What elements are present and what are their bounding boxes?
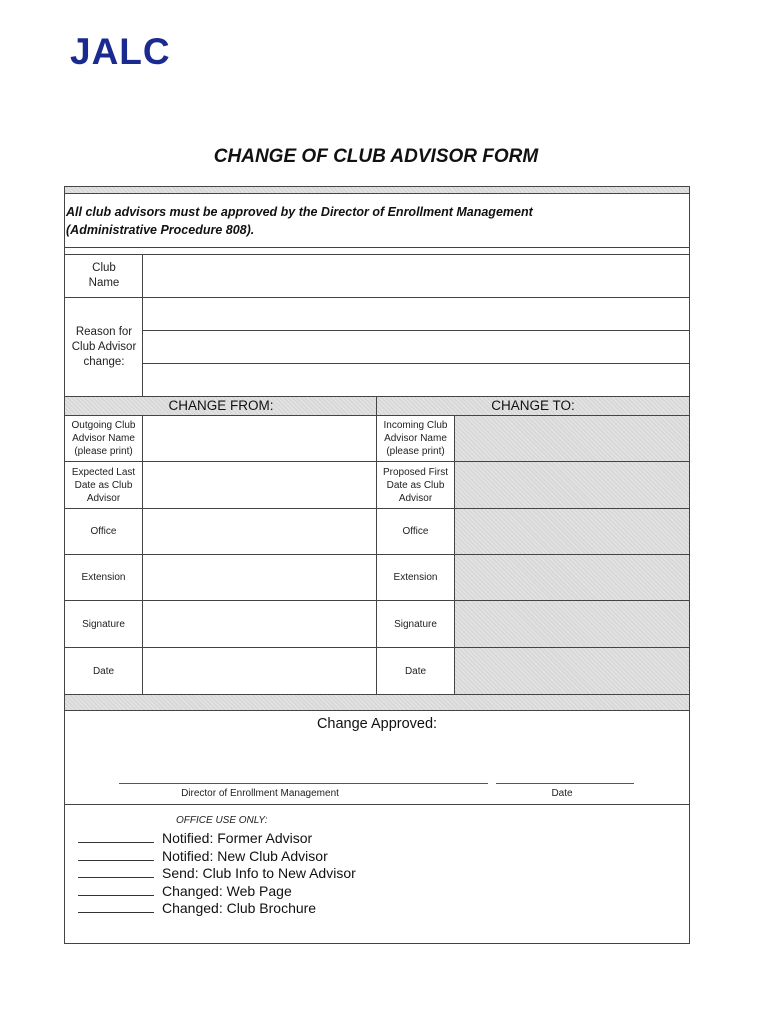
from-extension-label: Extension — [81, 572, 126, 583]
checkbox-line[interactable] — [78, 884, 154, 896]
to-extension-field[interactable] — [455, 555, 689, 600]
notice-line-1: All club advisors must be approved by the Director of Enrollment Management — [66, 205, 533, 219]
change-approved-heading: Change Approved: — [316, 716, 438, 732]
to-office-field[interactable] — [455, 509, 689, 554]
checkbox-line[interactable] — [78, 849, 154, 861]
from-office-field[interactable] — [143, 509, 376, 554]
to-signature-field[interactable] — [455, 601, 689, 647]
club-name-label: Club Name — [88, 262, 120, 289]
approval-notice — [66, 203, 686, 239]
proposed-first-date-field[interactable] — [455, 462, 689, 508]
checkbox-line[interactable] — [78, 866, 154, 878]
to-office-label: Office — [402, 526, 429, 537]
form-title: CHANGE OF CLUB ADVISOR FORM — [213, 146, 539, 167]
task-changed-web: Changed: Web Page — [78, 883, 292, 901]
incoming-advisor-label: Incoming Club Advisor Name (please print) — [383, 420, 448, 457]
checkbox-line[interactable] — [78, 901, 154, 913]
reason-field-line-3[interactable] — [143, 364, 689, 396]
proposed-first-date-label: Proposed First Date as Club Advisor — [382, 466, 449, 504]
to-extension-label: Extension — [393, 572, 438, 583]
from-signature-label: Signature — [82, 618, 125, 630]
from-extension-field[interactable] — [143, 555, 376, 600]
expected-last-date-label: Expected Last Date as Club Advisor — [71, 466, 136, 504]
incoming-advisor-field[interactable] — [455, 416, 689, 461]
from-date-label: Date — [92, 665, 115, 677]
notice-line-2: (Administrative Procedure 808). — [66, 223, 255, 237]
director-signature-line[interactable] — [119, 783, 488, 784]
change-to-header: CHANGE TO: — [491, 398, 575, 413]
outgoing-advisor-field[interactable] — [143, 416, 376, 461]
task-changed-brochure: Changed: Club Brochure — [78, 900, 316, 918]
expected-last-date-field[interactable] — [143, 462, 376, 508]
task-notified-new: Notified: New Club Advisor — [78, 848, 328, 866]
director-label: Director of Enrollment Management — [181, 788, 339, 799]
from-signature-field[interactable] — [143, 601, 376, 647]
approval-band — [65, 695, 689, 710]
task-notified-former: Notified: Former Advisor — [78, 830, 312, 848]
club-name-field[interactable] — [143, 255, 689, 297]
approval-date-line[interactable] — [496, 783, 634, 784]
to-date-field[interactable] — [455, 648, 689, 694]
logo-text: JALC — [70, 31, 171, 72]
jalc-logo — [70, 28, 190, 72]
approval-date-label: Date — [551, 788, 573, 799]
reason-label: Reason for Club Advisor change: — [71, 326, 137, 368]
to-date-label: Date — [404, 665, 427, 677]
checkbox-line[interactable] — [78, 831, 154, 843]
from-date-field[interactable] — [143, 648, 376, 694]
task-send-info: Send: Club Info to New Advisor — [78, 865, 356, 883]
outgoing-advisor-label: Outgoing Club Advisor Name (please print) — [71, 420, 136, 457]
office-use-title: OFFICE USE ONLY: — [176, 815, 268, 826]
change-from-header: CHANGE FROM: — [168, 398, 274, 413]
from-office-label: Office — [90, 526, 117, 537]
to-signature-label: Signature — [394, 618, 437, 630]
reason-field-line-1[interactable] — [143, 298, 689, 330]
reason-field-line-2[interactable] — [143, 331, 689, 363]
